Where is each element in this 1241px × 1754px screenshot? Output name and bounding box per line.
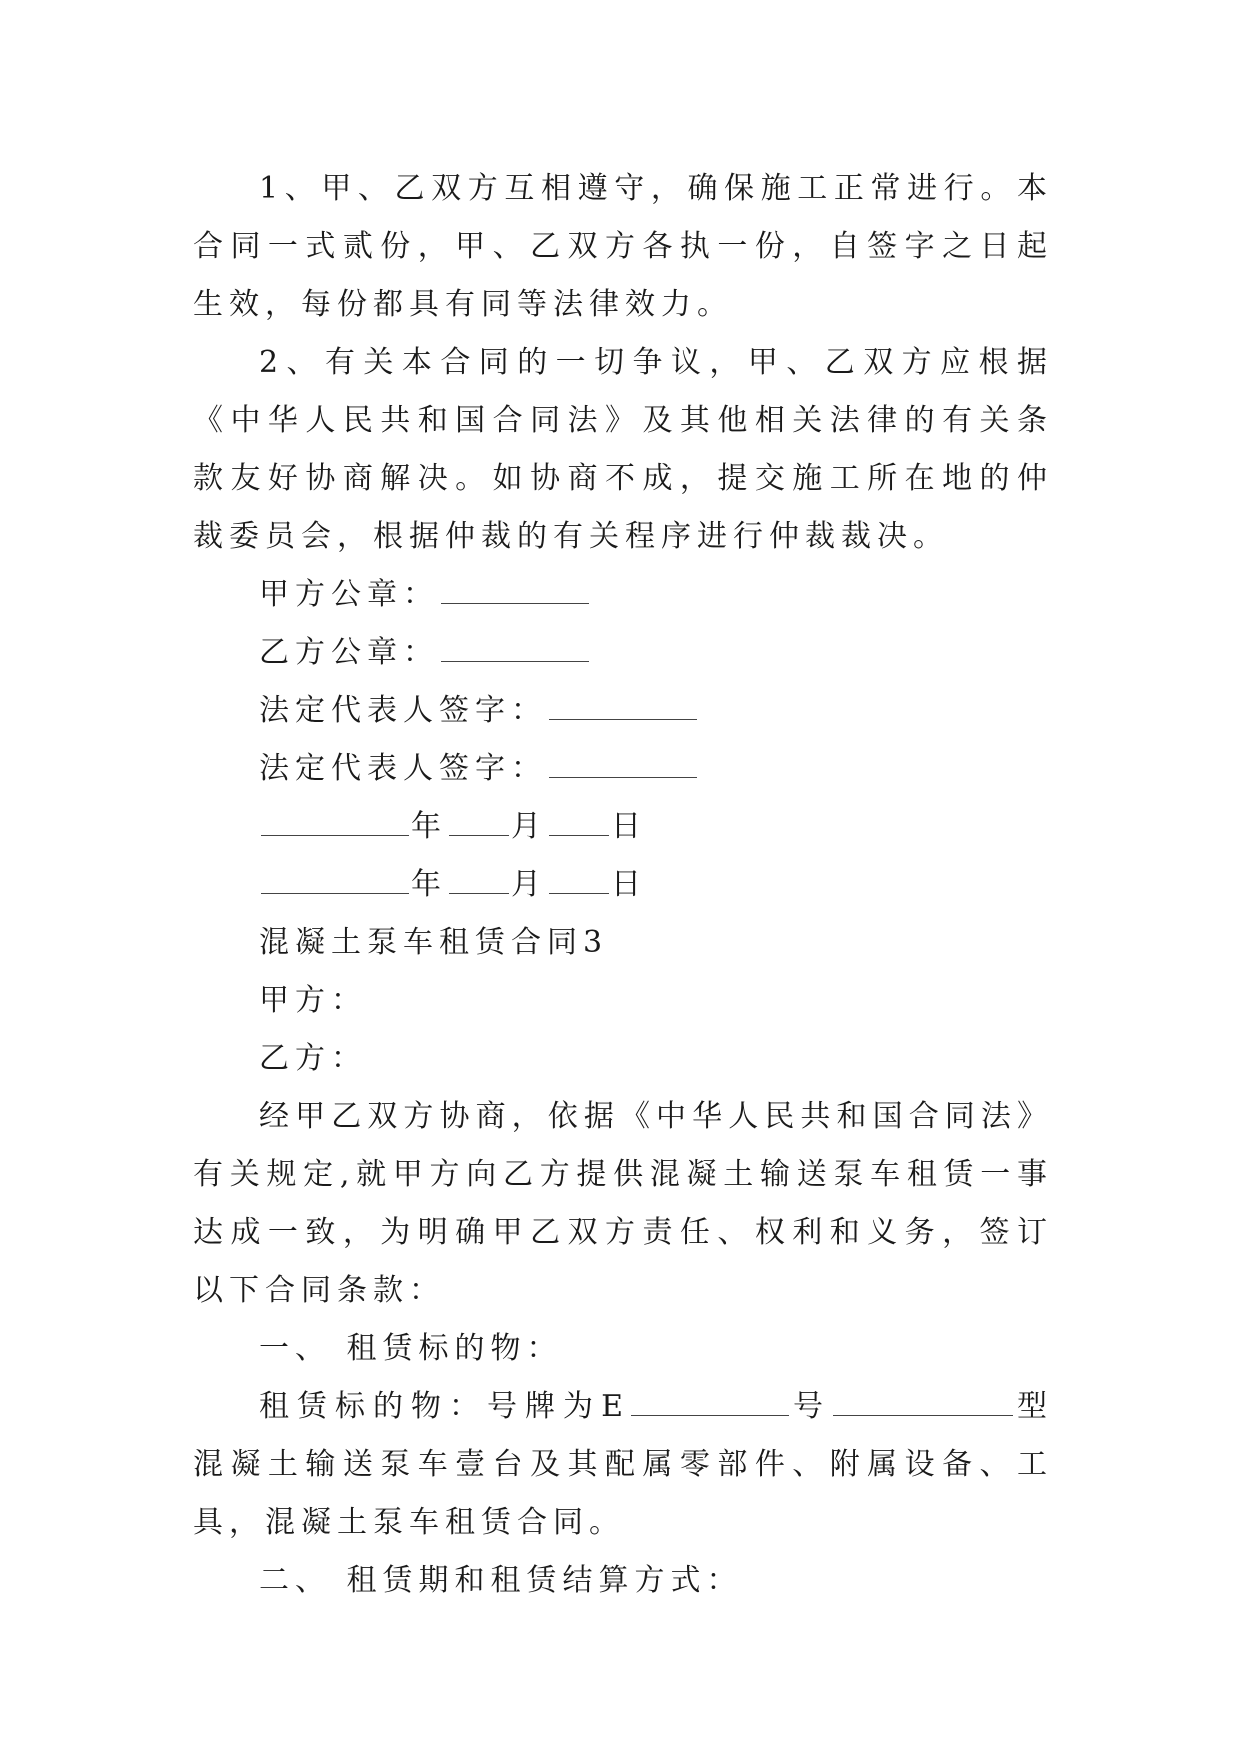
- date-line-1: [193, 798, 1053, 856]
- preamble-paragraph: 经甲乙双方协商，依据《中华人民共和国合同法》有关规定,就甲方向乙方提供混凝土输送泵车租赁一事达成一致，为明确甲乙双方责任、权利和义务，签订以下合同条款：: [193, 1099, 1053, 1308]
- date-line-2: [193, 856, 1053, 914]
- rep-a-sign-line: [193, 682, 1053, 740]
- subject-paragraph: [193, 1378, 1053, 1552]
- date-2-month-label: 月: [511, 867, 547, 902]
- date-1-day-blank: [549, 805, 609, 836]
- plate-number-blank: [631, 1385, 789, 1416]
- date-2-month-blank: [449, 863, 509, 894]
- subject-prefix: 租赁标的物：号牌为E: [259, 1389, 629, 1424]
- clause-1: 1、甲、乙双方互相遵守，确保施工正常进行。本合同一式贰份，甲、乙双方各执一份，自签字之日起生效，每份都具有同等法律效力。: [193, 171, 1053, 322]
- date-2-day-label: 日: [611, 867, 647, 902]
- date-2-year-blank: [261, 863, 409, 894]
- document-body: [193, 160, 1053, 1610]
- section-2-title: 二、 租赁期和租赁结算方式：: [259, 1563, 743, 1598]
- party-a-seal-blank: [441, 573, 589, 604]
- section-1-title: 一、 租赁标的物：: [259, 1331, 563, 1366]
- date-1-month-blank: [449, 805, 509, 836]
- date-1-year-label: 年: [411, 809, 447, 844]
- party-b-seal-line: [193, 624, 1053, 682]
- date-1-month-label: 月: [511, 809, 547, 844]
- subject-rest: 型混凝土输送泵车壹台及其配属零部件、附属设备、工具，混凝土泵车租赁合同。: [193, 1389, 1054, 1540]
- date-1-year-blank: [261, 805, 409, 836]
- model-blank: [833, 1385, 1013, 1416]
- party-b-line: 乙方：: [259, 1041, 367, 1076]
- clause-2: 2、有关本合同的一切争议，甲、乙双方应根据《中华人民共和国合同法》及其他相关法律的有关条款友好协商解决。如协商不成，提交施工所在地的仲裁委员会，根据仲裁的有关程序进行仲裁裁决。: [193, 345, 1053, 554]
- date-1-day-label: 日: [611, 809, 647, 844]
- party-a-seal-label: 甲方公章：: [259, 577, 439, 612]
- rep-b-sign-blank: [549, 747, 697, 778]
- date-2-year-label: 年: [411, 867, 447, 902]
- date-2-day-blank: [549, 863, 609, 894]
- party-b-seal-label: 乙方公章：: [259, 635, 439, 670]
- rep-b-sign-label: 法定代表人签字：: [259, 751, 547, 786]
- party-a-seal-line: [193, 566, 1053, 624]
- party-b-seal-blank: [441, 631, 589, 662]
- rep-a-sign-label: 法定代表人签字：: [259, 693, 547, 728]
- rep-a-sign-blank: [549, 689, 697, 720]
- subject-mid: 号: [790, 1389, 831, 1424]
- party-a-line: 甲方：: [259, 983, 367, 1018]
- rep-b-sign-line: [193, 740, 1053, 798]
- contract-title: 混凝土泵车租赁合同3: [259, 925, 609, 960]
